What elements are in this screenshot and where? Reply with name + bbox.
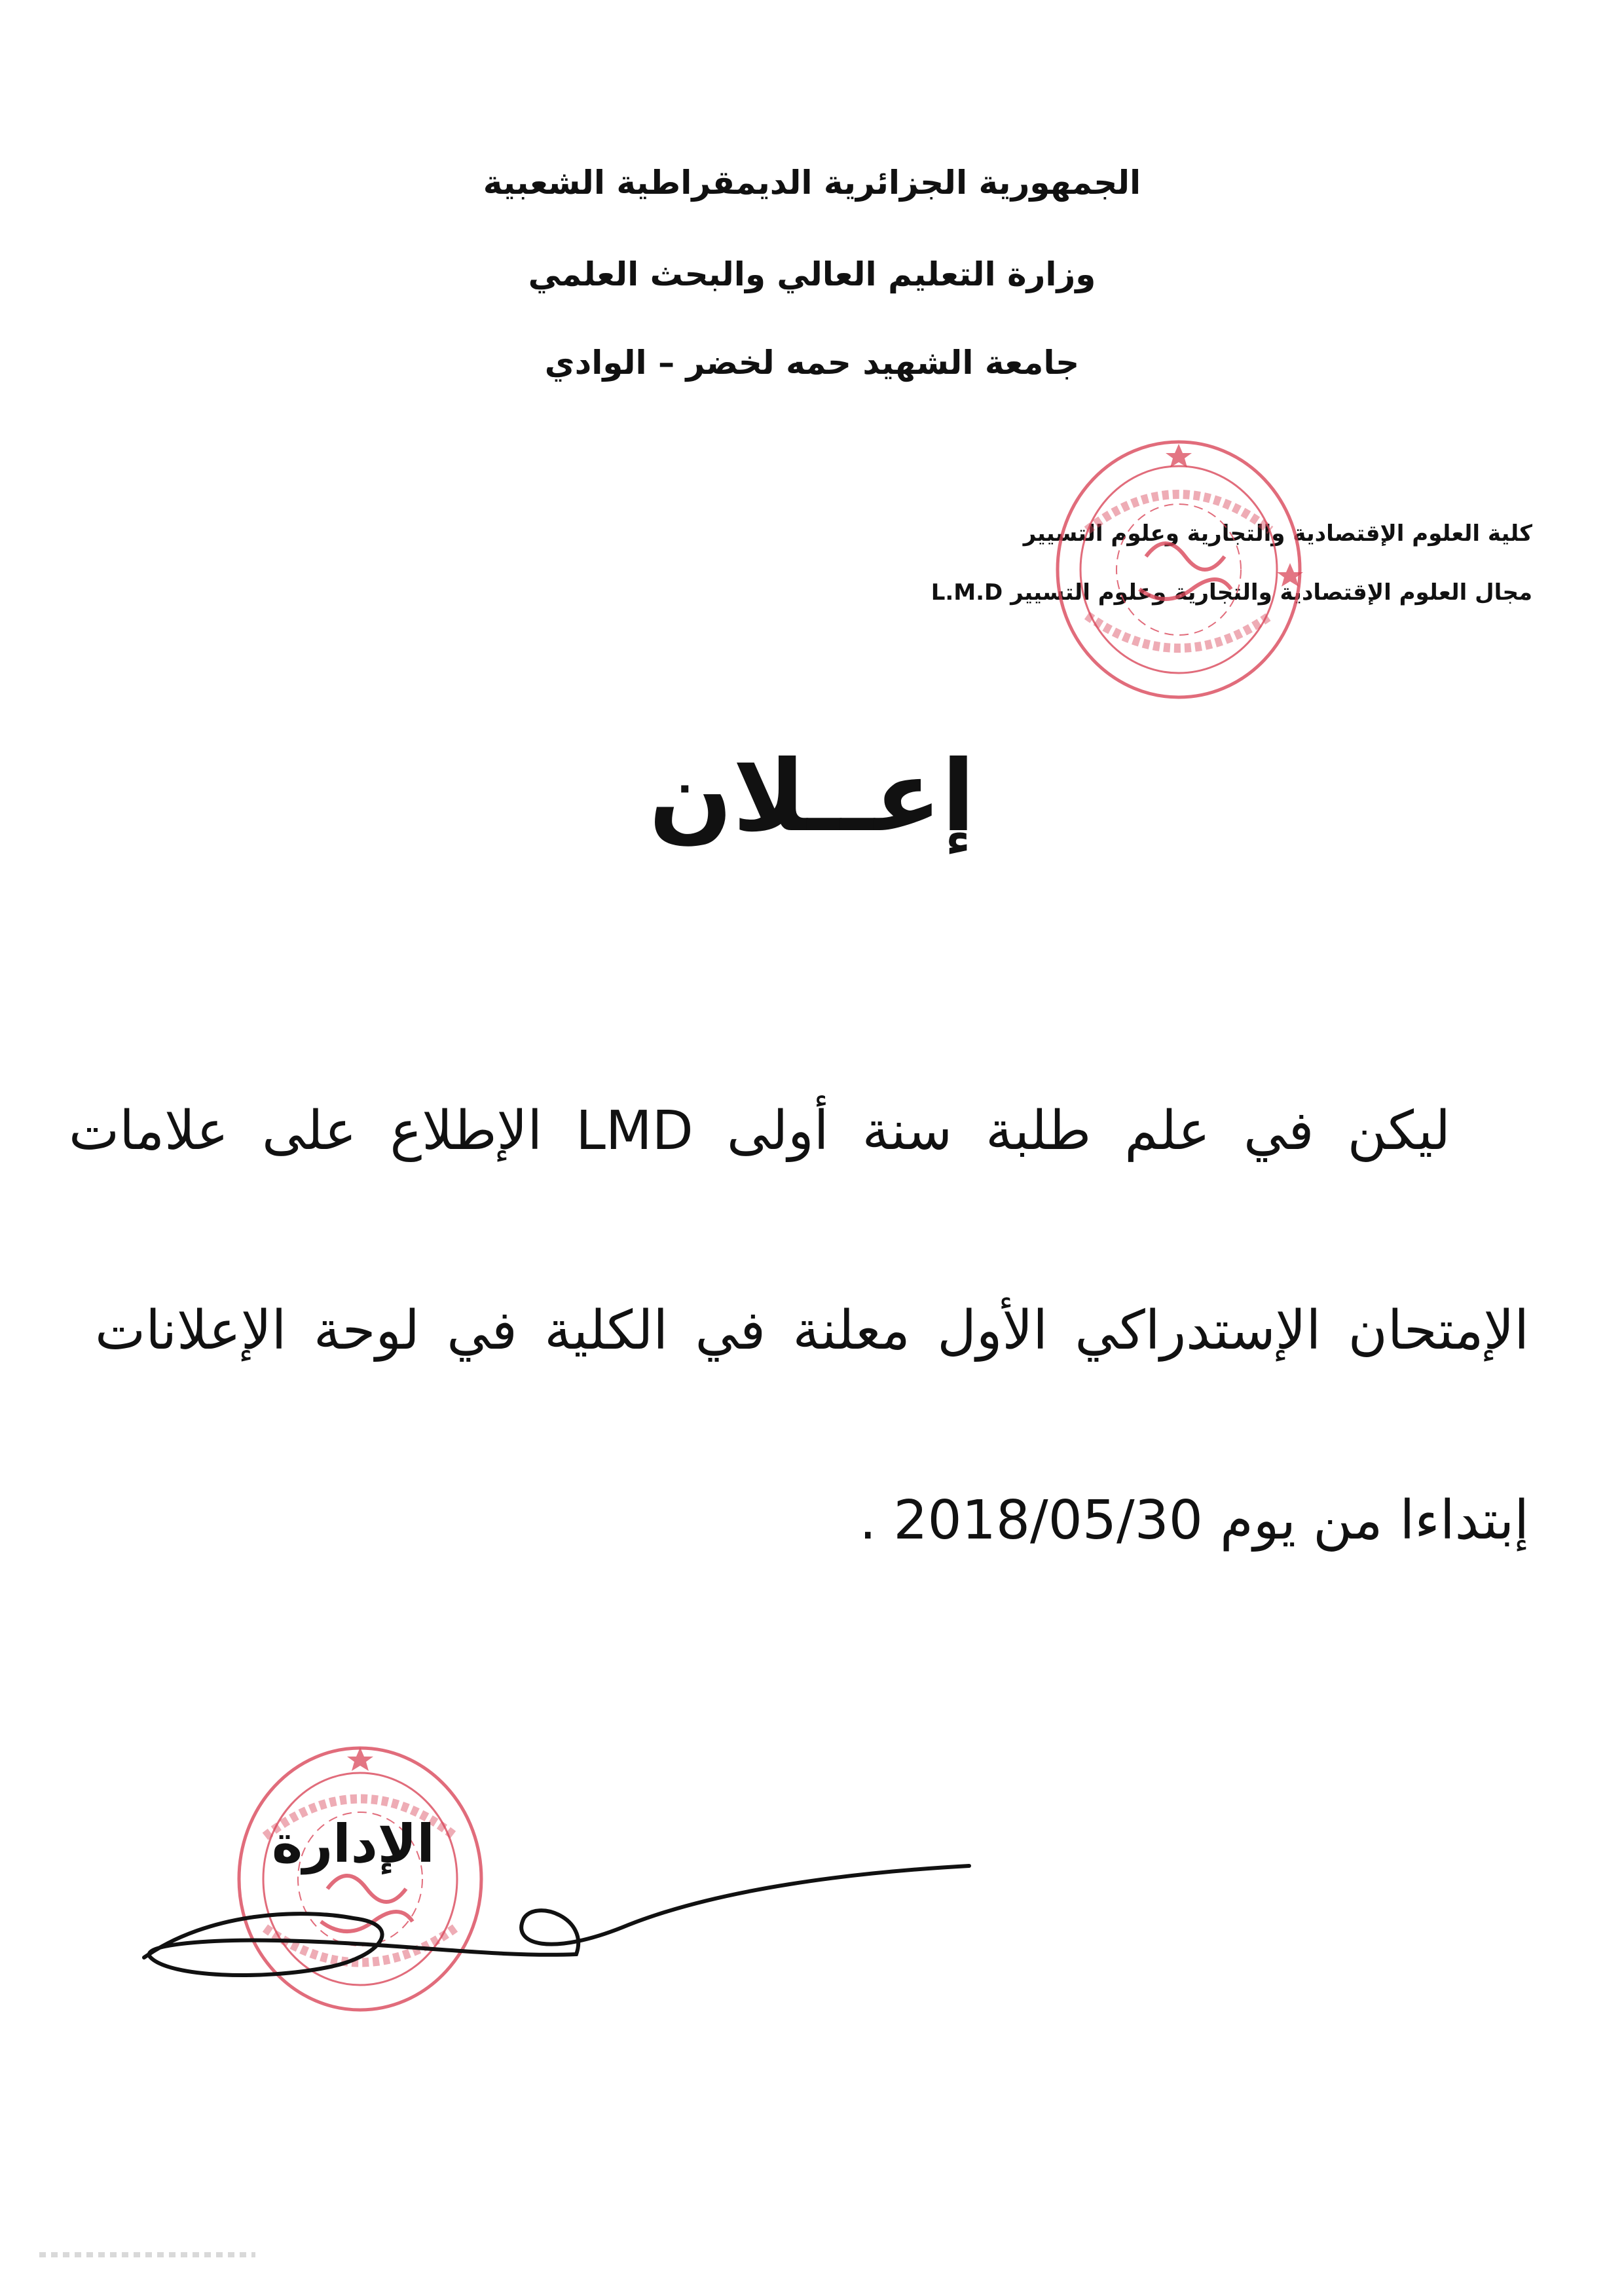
ministry-heading: وزارة التعليم العالي والبحث العلمي <box>528 255 1096 293</box>
domain-name: مجال العلوم الإقتصادية والتجارية وعلوم التسيير L.M.D <box>931 579 1532 606</box>
body-line-2: الإمتحان الإستدراكي الأول معلنة في الكلية في لوحة الإعلانات <box>95 1300 1529 1362</box>
faculty-name: كلية العلوم الإقتصادية والتجارية وعلوم التسيير <box>1023 520 1532 547</box>
university-heading: جامعة الشهيد حمه لخضر – الوادي <box>544 344 1080 382</box>
official-stamp-top <box>1048 432 1310 707</box>
handwritten-signature <box>131 1827 982 2023</box>
scan-speck <box>39 2252 255 2257</box>
republic-heading: الجمهورية الجزائرية الديمقراطية الشعبية <box>483 164 1141 202</box>
body-line-3: إبتداءا من يوم 2018/05/30 . <box>859 1489 1529 1552</box>
announcement-title: إعــلان <box>648 740 976 854</box>
administration-label: الإدارة <box>272 1813 435 1874</box>
body-line-1: ليكن في علم طلبة سنة أولى LMD الإطلاع على علامات <box>69 1100 1450 1162</box>
